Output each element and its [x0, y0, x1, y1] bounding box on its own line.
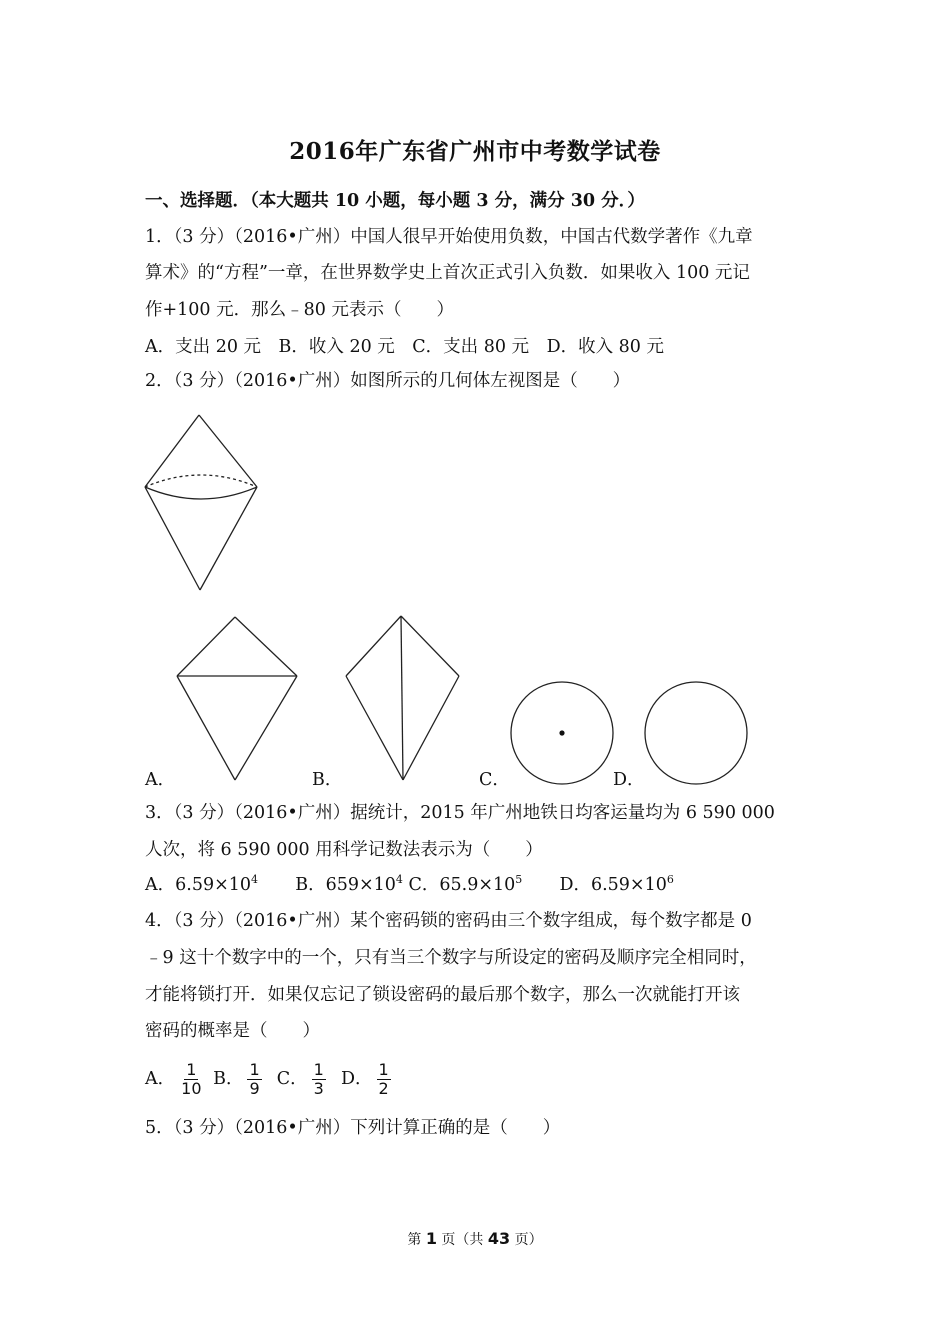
q4-option-c-den: 3 — [313, 1079, 324, 1098]
q3-option-c: C．65.9×10 — [408, 875, 516, 895]
q3-option-b-exp: 4 — [395, 873, 403, 887]
footer-page-number: 1 — [425, 1229, 437, 1248]
q2-solid-figure — [140, 410, 265, 595]
q3-line2: 人次，将 6 590 000 用科学记数法表示为（ ） — [145, 840, 543, 860]
q2-option-d-label: D． — [613, 770, 645, 790]
q4-option-d-den: 2 — [378, 1079, 389, 1098]
footer-mid: 页（共 — [436, 1232, 488, 1248]
q4-option-a-label: A． — [145, 1069, 176, 1089]
q4-option-b-label: B． — [213, 1069, 244, 1089]
page-footer — [0, 1229, 950, 1249]
q4-line1: 4．（3 分）（2016•广州）某个密码锁的密码由三个数字组成，每个数字都是 0 — [145, 911, 752, 931]
q3-option-a-exp: 4 — [251, 873, 259, 887]
q2-option-c-figure — [507, 678, 617, 788]
q3-option-b: B．659×10 — [295, 875, 396, 895]
q2-line1: 2．（3 分）（2016•广州）如图所示的几何体左视图是（ ） — [145, 371, 631, 391]
q4-option-d-label: D． — [341, 1069, 373, 1089]
footer-post: 页） — [510, 1232, 543, 1248]
q1-options: A．支出 20 元 B．收入 20 元 C．支出 80 元 D．收入 80 元 — [145, 337, 664, 357]
q4-option-d-num: 1 — [378, 1060, 389, 1079]
q4-option-c-label: C． — [276, 1069, 308, 1089]
footer-total-pages: 43 — [487, 1229, 511, 1248]
q3-options — [145, 873, 674, 897]
q4-option-b-den: 9 — [249, 1079, 260, 1098]
q1-line1: 1．（3 分）（2016•广州）中国人很早开始使用负数，中国古代数学著作《九章 — [145, 227, 753, 247]
q4-line4: 密码的概率是（ ） — [145, 1021, 320, 1041]
q2-option-b-label: B． — [312, 770, 343, 790]
q4-option-a-den: 10 — [181, 1079, 202, 1098]
footer-pre: 第 — [407, 1232, 426, 1248]
q2-option-d-figure — [641, 678, 751, 788]
q2-option-a-label: A． — [145, 770, 176, 790]
q4-option-a-num: 1 — [186, 1060, 197, 1079]
q1-line3: 作+100 元．那么﹣80 元表示（ ） — [145, 300, 454, 320]
q3-option-d: D．6.59×10 — [559, 875, 667, 895]
q3-option-d-exp: 6 — [666, 873, 674, 887]
q3-line1: 3．（3 分）（2016•广州）据统计，2015 年广州地铁日均客运量均为 6 590 000 — [145, 803, 775, 823]
q4-option-a-fraction — [179, 1061, 203, 1098]
page-title: 2016年广东省广州市中考数学试卷 — [289, 138, 661, 165]
q4-options — [145, 1058, 395, 1100]
q3-option-a: A．6.59×10 — [145, 875, 252, 895]
q4-option-c-num: 1 — [313, 1060, 324, 1079]
q4-option-c-fraction — [312, 1061, 326, 1098]
q3-option-c-exp: 5 — [515, 873, 523, 887]
q4-line3: 才能将锁打开．如果仅忘记了锁设密码的最后那个数字，那么一次就能打开该 — [145, 985, 740, 1005]
section-heading: 一、选择题．（本大题共 10 小题，每小题 3 分，满分 30 分．） — [145, 191, 645, 211]
q4-option-b-fraction — [247, 1061, 261, 1098]
q2-option-c-label: C． — [479, 770, 510, 790]
q4-line2: ﹣9 这十个数字中的一个，只有当三个数字与所设定的密码及顺序完全相同时， — [145, 948, 757, 968]
q2-option-a-figure — [172, 612, 302, 784]
q5-line1: 5．（3 分）（2016•广州）下列计算正确的是（ ） — [145, 1118, 561, 1138]
q4-option-b-num: 1 — [249, 1060, 260, 1079]
q1-line2: 算术》的“方程”一章，在世界数学史上首次正式引入负数．如果收入 100 元记 — [145, 263, 750, 283]
q2-option-b-figure — [340, 612, 465, 784]
q4-option-d-fraction — [377, 1061, 391, 1098]
